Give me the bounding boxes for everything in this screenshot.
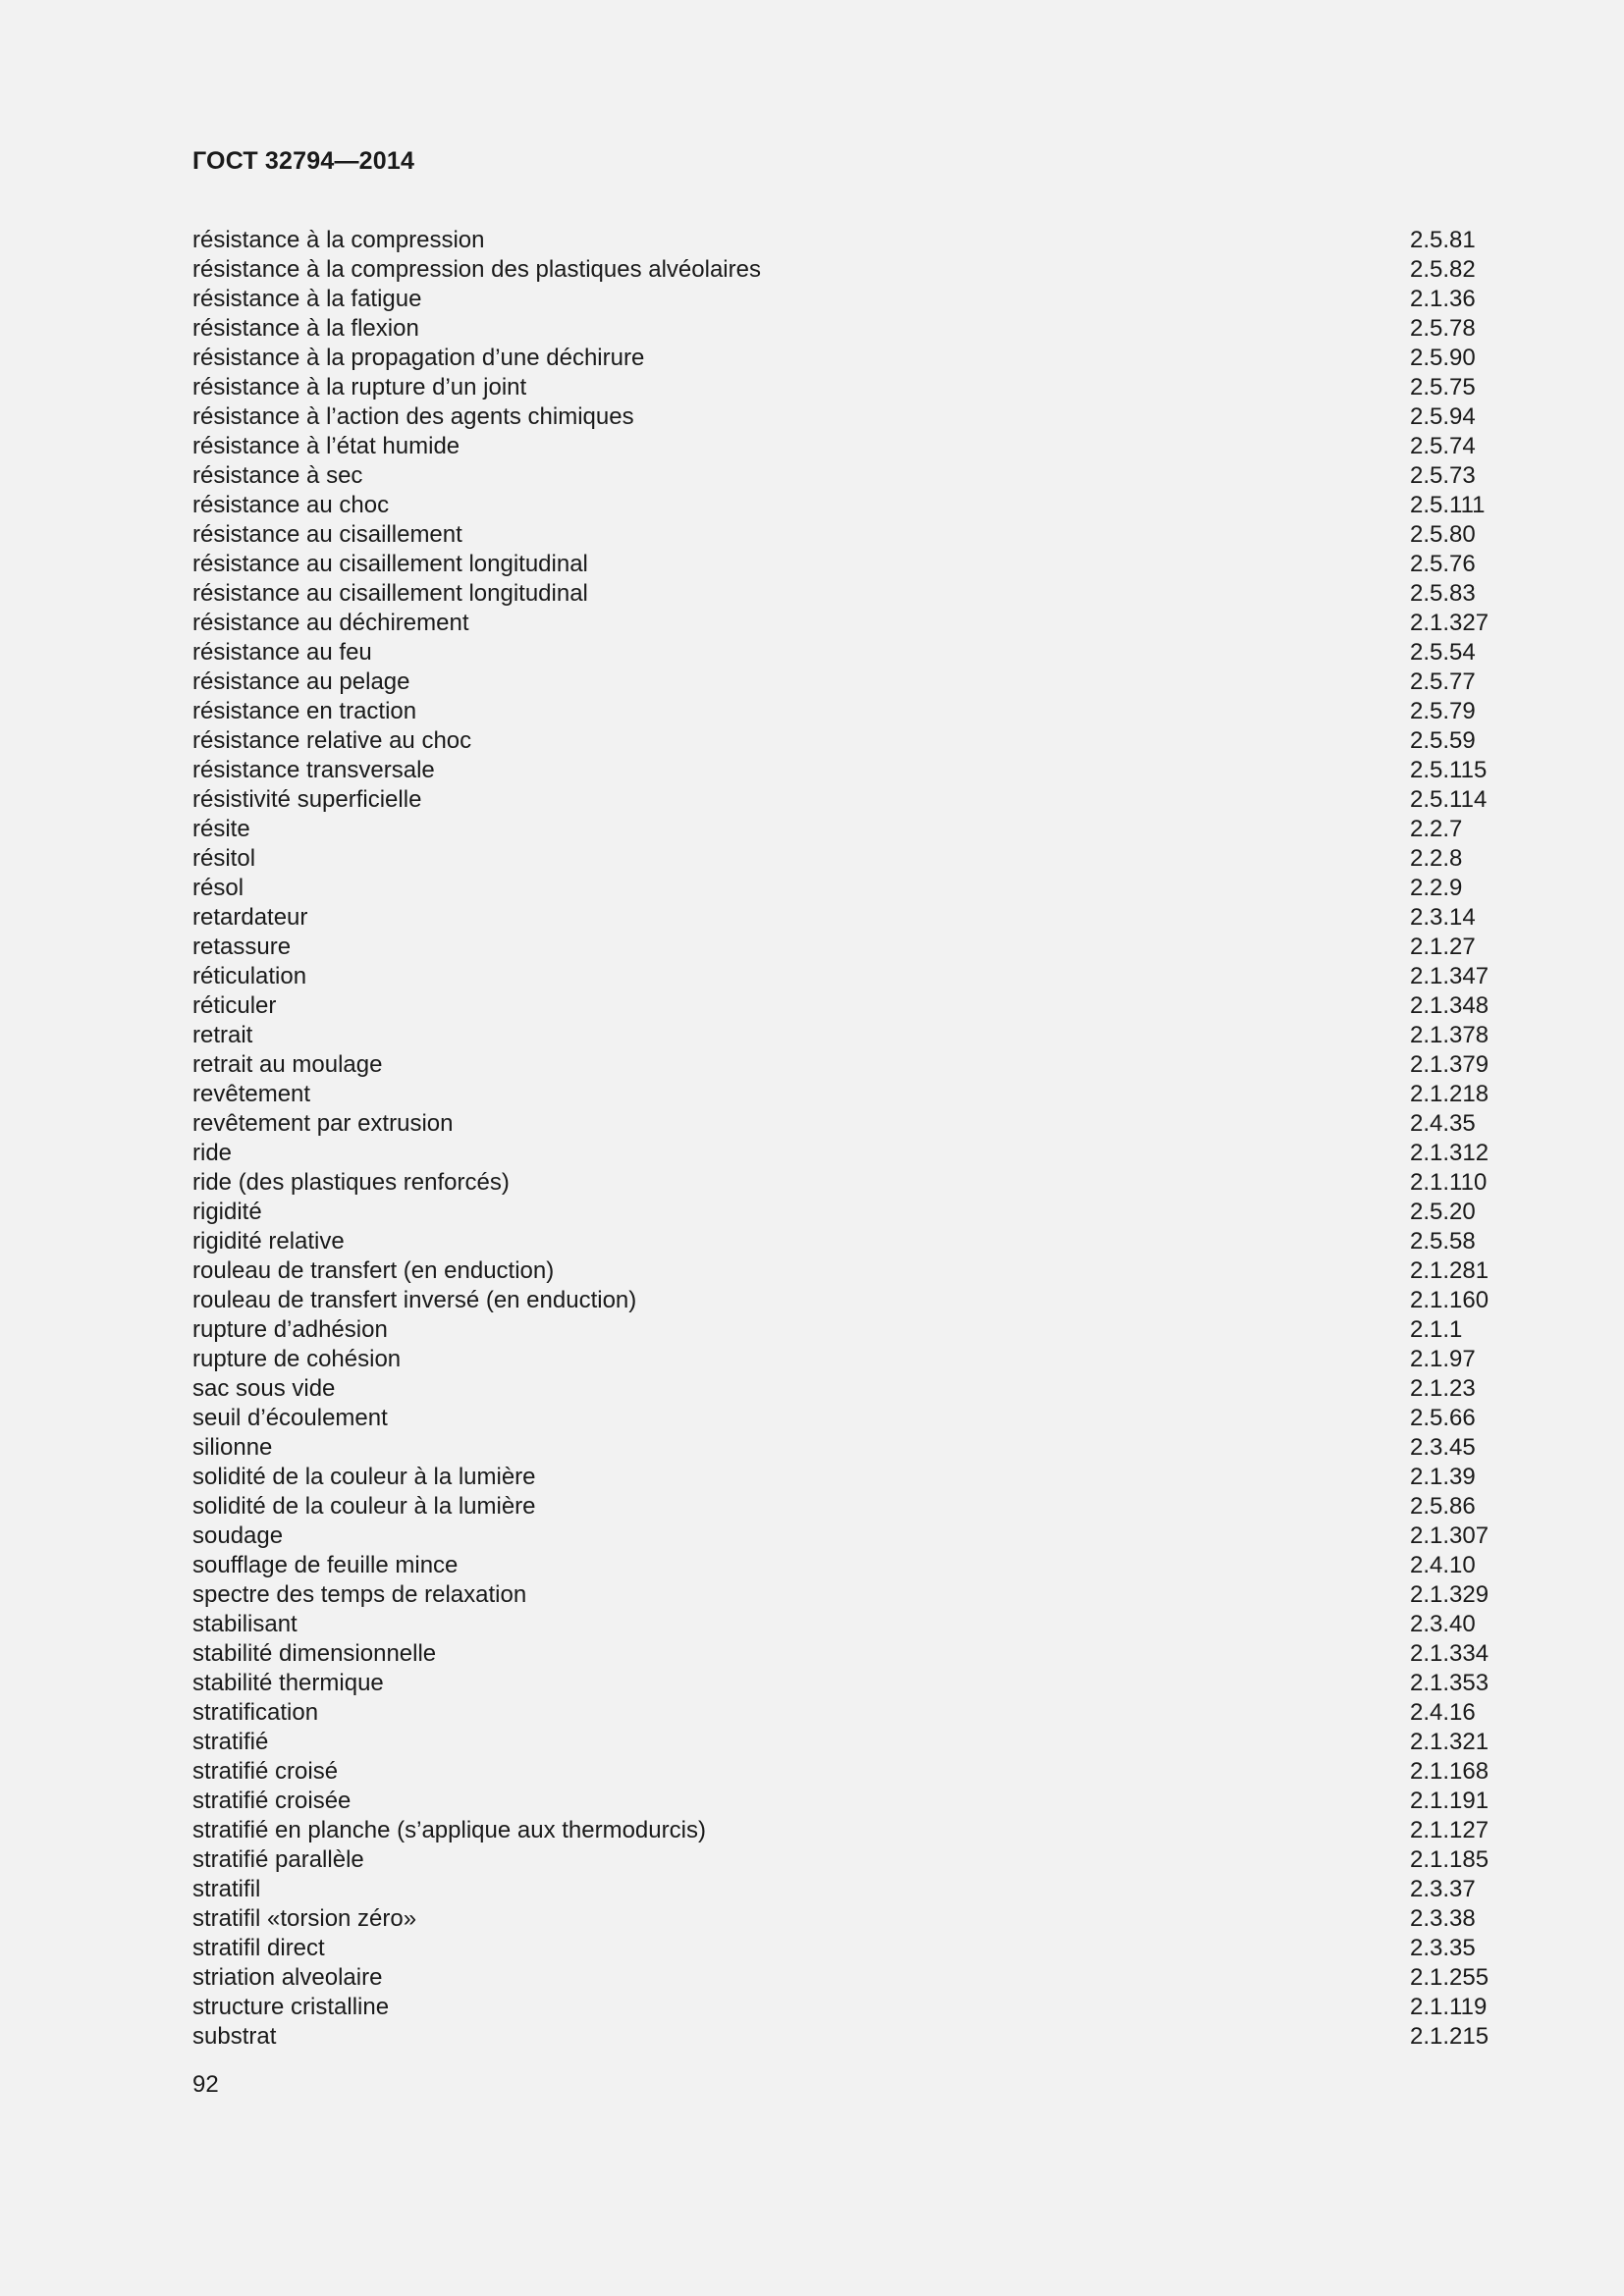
index-entry [192, 285, 1498, 314]
document-header: ГОСТ 32794—2014 [192, 147, 415, 175]
index-entry [192, 1492, 1498, 1522]
entry-term: revêtement par extrusion [192, 1110, 454, 1137]
entry-reference-number: 2.4.16 [1410, 1699, 1476, 1726]
index-entry [192, 226, 1498, 255]
entry-reference-number: 2.5.75 [1410, 374, 1476, 400]
entry-reference-number: 2.5.90 [1410, 345, 1476, 371]
index-entry [192, 402, 1498, 432]
entry-term: striation alveolaire [192, 1964, 383, 1991]
index-entry [192, 1904, 1498, 1934]
index-entry [192, 1816, 1498, 1845]
entry-reference-number: 2.5.77 [1410, 668, 1476, 695]
entry-term: résitol [192, 845, 256, 872]
index-entry [192, 1757, 1498, 1787]
entry-term: résistivité superficielle [192, 786, 422, 813]
index-entry [192, 1374, 1498, 1404]
entry-reference-number: 2.1.127 [1410, 1817, 1489, 1843]
index-entry [192, 1934, 1498, 1963]
entry-reference-number: 2.1.379 [1410, 1051, 1489, 1078]
entry-reference-number: 2.3.14 [1410, 904, 1476, 931]
index-entry [192, 667, 1498, 697]
entry-reference-number: 2.1.255 [1410, 1964, 1489, 1991]
index-entry [192, 1080, 1498, 1109]
entry-term: résistance à la flexion [192, 315, 419, 342]
entry-term: résistance au cisaillement longitudinal [192, 580, 588, 607]
entry-term: soufflage de feuille mince [192, 1552, 459, 1578]
index-entry [192, 697, 1498, 726]
entry-reference-number: 2.5.81 [1410, 227, 1476, 253]
index-entry [192, 756, 1498, 785]
entry-reference-number: 2.1.378 [1410, 1022, 1489, 1048]
entry-term: résistance au cisaillement [192, 521, 462, 548]
index-entry [192, 491, 1498, 520]
index-entry [192, 1522, 1498, 1551]
index-entry [192, 432, 1498, 461]
entry-reference-number: 2.3.40 [1410, 1611, 1476, 1637]
entry-term: résol [192, 875, 244, 901]
index-entry [192, 1168, 1498, 1198]
entry-reference-number: 2.3.35 [1410, 1935, 1476, 1961]
entry-term: résistance à la fatigue [192, 286, 422, 312]
entry-term: stratifié parallèle [192, 1846, 364, 1873]
entry-term: soudage [192, 1522, 284, 1549]
entry-reference-number: 2.5.86 [1410, 1493, 1476, 1520]
entry-term: résistance à la compression [192, 227, 485, 253]
index-entry [192, 903, 1498, 933]
entry-reference-number: 2.5.73 [1410, 462, 1476, 489]
entry-term: stratifié croisée [192, 1788, 352, 1814]
entry-reference-number: 2.1.218 [1410, 1081, 1489, 1107]
index-entry [192, 373, 1498, 402]
index-entry [192, 1463, 1498, 1492]
index-entry [192, 1139, 1498, 1168]
entry-reference-number: 2.5.59 [1410, 727, 1476, 754]
entry-reference-number: 2.1.185 [1410, 1846, 1489, 1873]
index-entry [192, 1845, 1498, 1875]
term-index-list [192, 226, 1498, 2052]
entry-term: seuil d’écoulement [192, 1405, 388, 1431]
entry-reference-number: 2.5.58 [1410, 1228, 1476, 1255]
entry-term: résite [192, 816, 250, 842]
entry-term: résistance en traction [192, 698, 417, 724]
entry-reference-number: 2.5.80 [1410, 521, 1476, 548]
entry-term: ride (des plastiques renforcés) [192, 1169, 510, 1196]
index-entry [192, 874, 1498, 903]
entry-reference-number: 2.1.334 [1410, 1640, 1489, 1667]
entry-reference-number: 2.2.9 [1410, 875, 1463, 901]
entry-term: stabilité dimensionnelle [192, 1640, 437, 1667]
entry-reference-number: 2.5.94 [1410, 403, 1476, 430]
entry-term: rouleau de transfert (en enduction) [192, 1257, 555, 1284]
entry-reference-number: 2.3.38 [1410, 1905, 1476, 1932]
entry-term: résistance à la propagation d’une déchirure [192, 345, 645, 371]
index-entry [192, 1963, 1498, 1993]
entry-term: résistance à la compression des plastiques alvéolaires [192, 256, 761, 283]
index-entry [192, 1875, 1498, 1904]
entry-term: solidité de la couleur à la lumière [192, 1493, 536, 1520]
entry-term: stabilisant [192, 1611, 298, 1637]
index-entry [192, 1993, 1498, 2022]
entry-reference-number: 2.1.281 [1410, 1257, 1489, 1284]
index-entry [192, 1728, 1498, 1757]
entry-term: résistance à l’action des agents chimiques [192, 403, 634, 430]
entry-term: rigidité [192, 1199, 262, 1225]
index-entry [192, 785, 1498, 815]
entry-term: retardateur [192, 904, 308, 931]
entry-reference-number: 2.5.20 [1410, 1199, 1476, 1225]
entry-term: réticuler [192, 992, 277, 1019]
entry-reference-number: 2.5.74 [1410, 433, 1476, 459]
index-entry [192, 2022, 1498, 2052]
entry-reference-number: 2.5.82 [1410, 256, 1476, 283]
entry-reference-number: 2.1.329 [1410, 1581, 1489, 1608]
entry-reference-number: 2.1.312 [1410, 1140, 1489, 1166]
entry-reference-number: 2.5.115 [1410, 757, 1488, 783]
entry-term: résistance au cisaillement longitudinal [192, 551, 588, 577]
entry-reference-number: 2.1.1 [1410, 1316, 1463, 1343]
index-entry [192, 520, 1498, 550]
entry-reference-number: 2.1.110 [1410, 1169, 1488, 1196]
entry-term: revêtement [192, 1081, 311, 1107]
entry-term: stabilité thermique [192, 1670, 384, 1696]
entry-term: résistance au feu [192, 639, 372, 666]
index-entry [192, 1404, 1498, 1433]
page-number: 92 [192, 2071, 219, 2098]
index-entry [192, 1787, 1498, 1816]
index-entry [192, 991, 1498, 1021]
entry-reference-number: 2.1.97 [1410, 1346, 1476, 1372]
entry-reference-number: 2.1.36 [1410, 286, 1476, 312]
entry-term: stratifil [192, 1876, 261, 1902]
entry-term: résistance au pelage [192, 668, 410, 695]
entry-reference-number: 2.1.160 [1410, 1287, 1489, 1313]
entry-term: sac sous vide [192, 1375, 336, 1402]
entry-term: résistance à la rupture d’un joint [192, 374, 527, 400]
entry-term: stratifié en planche (s’applique aux thermodurcis) [192, 1817, 706, 1843]
index-entry [192, 1433, 1498, 1463]
entry-term: ride [192, 1140, 233, 1166]
entry-reference-number: 2.1.168 [1410, 1758, 1489, 1785]
entry-term: réticulation [192, 963, 307, 989]
index-entry [192, 1256, 1498, 1286]
entry-term: stratifil direct [192, 1935, 325, 1961]
entry-reference-number: 2.1.347 [1410, 963, 1489, 989]
entry-reference-number: 2.3.45 [1410, 1434, 1476, 1461]
index-entry [192, 1227, 1498, 1256]
index-entry [192, 1109, 1498, 1139]
entry-term: stratifié [192, 1729, 269, 1755]
entry-term: substrat [192, 2023, 277, 2050]
entry-reference-number: 2.1.215 [1410, 2023, 1489, 2050]
entry-reference-number: 2.1.23 [1410, 1375, 1476, 1402]
entry-term: résistance à l’état humide [192, 433, 460, 459]
index-entry [192, 609, 1498, 638]
index-entry [192, 1345, 1498, 1374]
entry-reference-number: 2.1.321 [1410, 1729, 1489, 1755]
entry-term: stratifié croisé [192, 1758, 339, 1785]
entry-reference-number: 2.5.111 [1410, 492, 1486, 518]
index-entry [192, 255, 1498, 285]
entry-term: silionne [192, 1434, 273, 1461]
entry-term: rigidité relative [192, 1228, 345, 1255]
entry-reference-number: 2.5.78 [1410, 315, 1476, 342]
index-entry [192, 1198, 1498, 1227]
index-entry [192, 1050, 1498, 1080]
index-entry [192, 550, 1498, 579]
entry-term: solidité de la couleur à la lumière [192, 1464, 536, 1490]
entry-reference-number: 2.1.307 [1410, 1522, 1489, 1549]
entry-reference-number: 2.1.191 [1410, 1788, 1489, 1814]
index-entry [192, 1315, 1498, 1345]
entry-term: structure cristalline [192, 1994, 390, 2020]
index-entry [192, 1580, 1498, 1610]
entry-term: résistance à sec [192, 462, 363, 489]
entry-term: spectre des temps de relaxation [192, 1581, 527, 1608]
index-entry [192, 1286, 1498, 1315]
entry-reference-number: 2.5.79 [1410, 698, 1476, 724]
index-entry [192, 1551, 1498, 1580]
entry-term: retassure [192, 934, 292, 960]
entry-reference-number: 2.4.10 [1410, 1552, 1476, 1578]
index-entry [192, 638, 1498, 667]
entry-reference-number: 2.1.348 [1410, 992, 1489, 1019]
entry-reference-number: 2.1.39 [1410, 1464, 1476, 1490]
entry-reference-number: 2.5.83 [1410, 580, 1476, 607]
index-entry [192, 815, 1498, 844]
index-entry [192, 344, 1498, 373]
entry-reference-number: 2.1.119 [1410, 1994, 1488, 2020]
entry-term: retrait [192, 1022, 253, 1048]
entry-term: résistance au choc [192, 492, 390, 518]
entry-reference-number: 2.4.35 [1410, 1110, 1476, 1137]
entry-reference-number: 2.5.76 [1410, 551, 1476, 577]
index-entry [192, 933, 1498, 962]
entry-term: résistance relative au choc [192, 727, 472, 754]
entry-term: rupture d’adhésion [192, 1316, 388, 1343]
entry-term: rouleau de transfert inversé (en enduction) [192, 1287, 637, 1313]
entry-term: retrait au moulage [192, 1051, 383, 1078]
index-entry [192, 1639, 1498, 1669]
entry-reference-number: 2.3.37 [1410, 1876, 1476, 1902]
index-entry [192, 726, 1498, 756]
entry-term: résistance transversale [192, 757, 435, 783]
entry-reference-number: 2.1.327 [1410, 610, 1489, 636]
index-entry [192, 314, 1498, 344]
index-entry [192, 461, 1498, 491]
entry-reference-number: 2.5.66 [1410, 1405, 1476, 1431]
index-entry [192, 579, 1498, 609]
index-entry [192, 962, 1498, 991]
index-entry [192, 1698, 1498, 1728]
entry-term: rupture de cohésion [192, 1346, 402, 1372]
entry-reference-number: 2.1.27 [1410, 934, 1476, 960]
entry-term: stratifil «torsion zéro» [192, 1905, 417, 1932]
entry-reference-number: 2.2.8 [1410, 845, 1463, 872]
index-entry [192, 1021, 1498, 1050]
entry-term: résistance au déchirement [192, 610, 469, 636]
entry-reference-number: 2.2.7 [1410, 816, 1463, 842]
index-entry [192, 1610, 1498, 1639]
entry-term: stratification [192, 1699, 319, 1726]
entry-reference-number: 2.5.114 [1410, 786, 1488, 813]
index-entry [192, 844, 1498, 874]
entry-reference-number: 2.1.353 [1410, 1670, 1489, 1696]
index-entry [192, 1669, 1498, 1698]
entry-reference-number: 2.5.54 [1410, 639, 1476, 666]
